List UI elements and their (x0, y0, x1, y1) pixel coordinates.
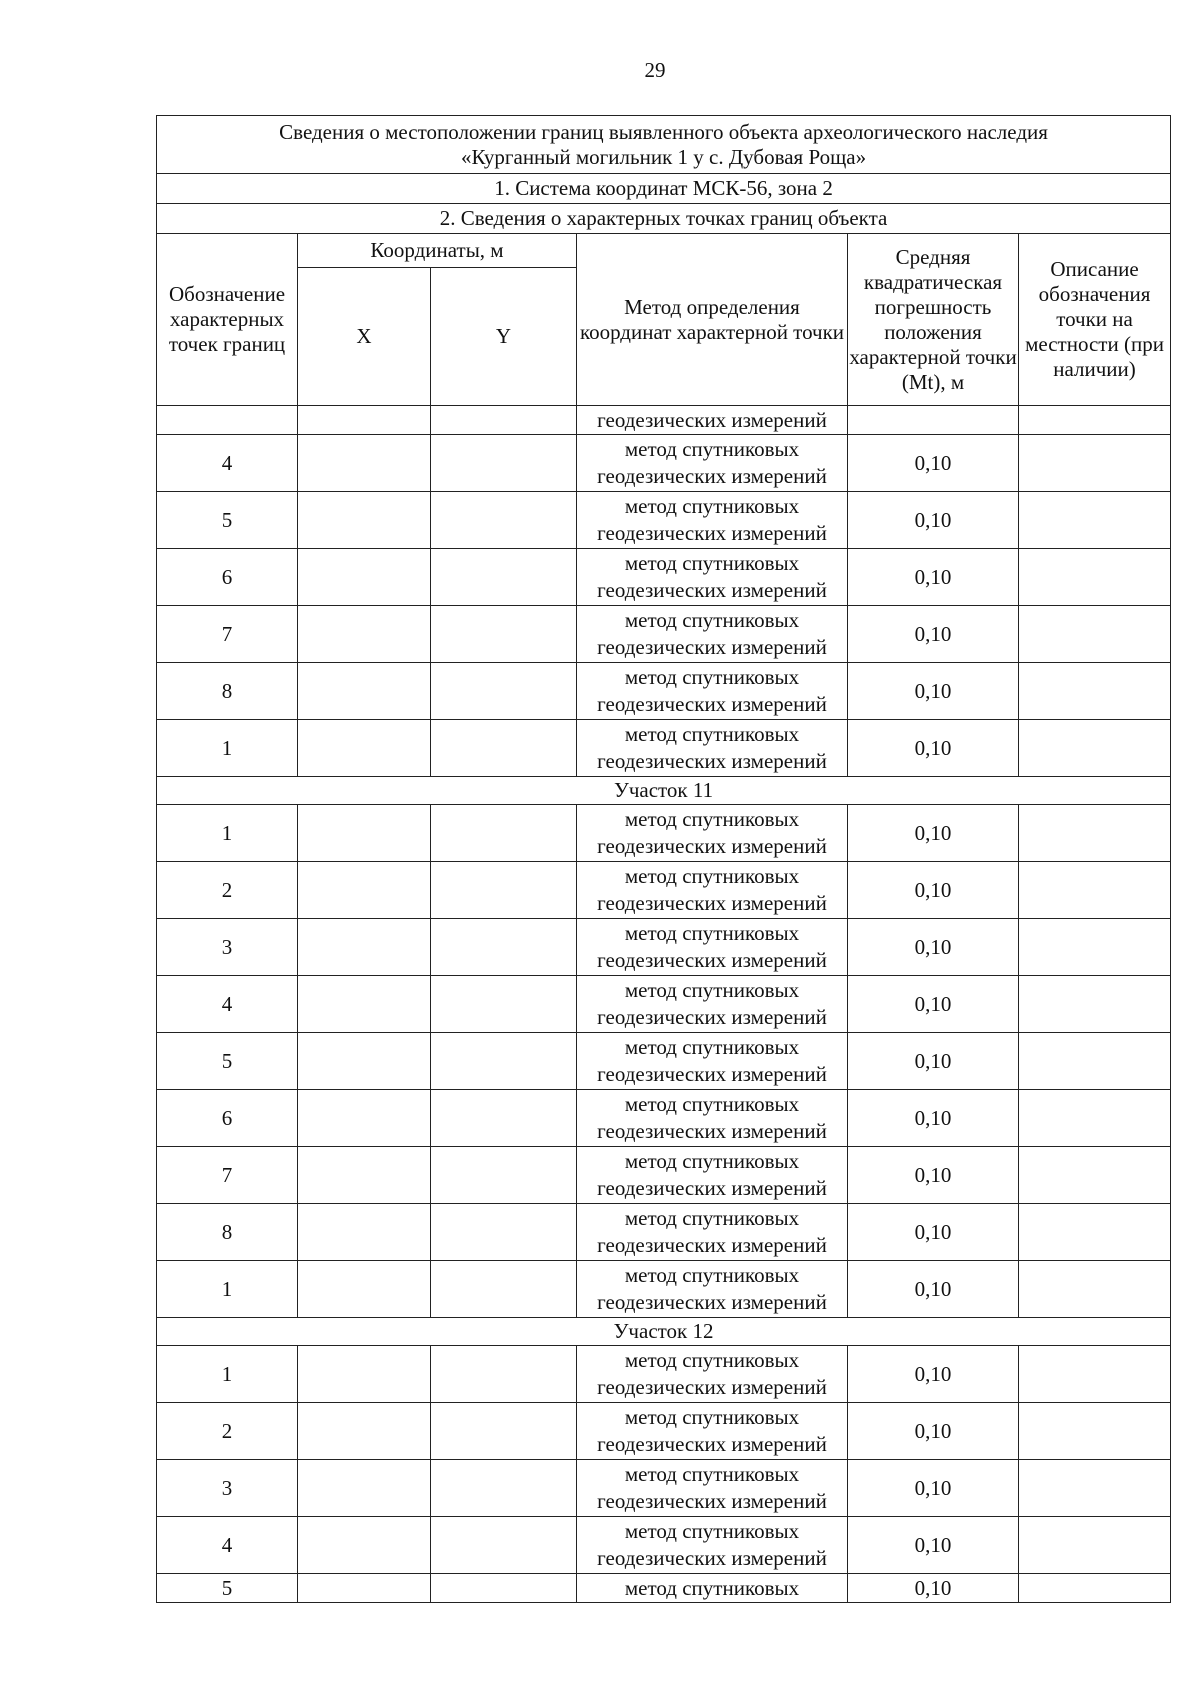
description-cell (1019, 1261, 1171, 1318)
point-number: 4 (157, 435, 298, 492)
method-line-2: геодезических измерений (597, 1432, 827, 1456)
method-line-1: метод спутниковых (624, 921, 800, 945)
y-cell (431, 1517, 577, 1574)
method-cell (577, 1403, 848, 1460)
title-line-1: Сведения о местоположении границ выявленного объекта археологического наследия (279, 119, 1048, 144)
x-cell (298, 1574, 431, 1603)
x-cell (298, 435, 431, 492)
method-line-2: геодезических измерений (597, 1119, 827, 1143)
description-cell (1019, 862, 1171, 919)
description-cell (1019, 1033, 1171, 1090)
x-cell (298, 1346, 431, 1403)
table-row (157, 606, 1171, 663)
error-value: 0,10 (848, 1574, 1019, 1603)
error-value: 0,10 (848, 976, 1019, 1033)
error-value: 0,10 (848, 1090, 1019, 1147)
error-value: 0,10 (848, 1147, 1019, 1204)
x-cell (298, 1204, 431, 1261)
point-number: 4 (157, 976, 298, 1033)
table-row (157, 1033, 1171, 1090)
table-row (157, 492, 1171, 549)
method-cell (577, 862, 848, 919)
method-line-2: геодезических измерений (597, 1062, 827, 1086)
y-cell (431, 805, 577, 862)
method-cell (577, 1460, 848, 1517)
point-number: 5 (157, 492, 298, 549)
table-row (157, 1403, 1171, 1460)
method-line-2: геодезических измерений (597, 1546, 827, 1570)
description-cell (1019, 919, 1171, 976)
section-row (157, 1318, 1171, 1346)
point-number: 5 (157, 1574, 298, 1603)
method-cell (577, 919, 848, 976)
x-cell (298, 805, 431, 862)
table-row (157, 1204, 1171, 1261)
error-value: 0,10 (848, 1346, 1019, 1403)
point-number: 3 (157, 1460, 298, 1517)
x-cell (298, 1147, 431, 1204)
description-cell (1019, 492, 1171, 549)
header-coordinates: Координаты, м (298, 234, 577, 268)
y-cell (431, 663, 577, 720)
method-cell (577, 492, 848, 549)
error-value: 0,10 (848, 720, 1019, 777)
x-cell (298, 549, 431, 606)
point-number: 7 (157, 606, 298, 663)
coordinate-system: 1. Система координат МСК-56, зона 2 (157, 174, 1171, 204)
points-section-header: 2. Сведения о характерных точках границ объекта (157, 204, 1171, 234)
y-cell (431, 720, 577, 777)
error-value: 0,10 (848, 1460, 1019, 1517)
description-cell (1019, 663, 1171, 720)
method-line-1: метод спутниковых (624, 1348, 800, 1372)
point-number: 1 (157, 720, 298, 777)
x-cell (298, 663, 431, 720)
table-row (157, 1574, 1171, 1603)
method-cell (577, 663, 848, 720)
header-error: Средняя квадратическая погрешность положения характерной точки (Mt), м (848, 234, 1019, 406)
x-cell (298, 976, 431, 1033)
point-number: 4 (157, 1517, 298, 1574)
continuation-error-cell (848, 406, 1019, 435)
method-line-2: геодезических измерений (597, 1375, 827, 1399)
point-number: 2 (157, 862, 298, 919)
description-cell (1019, 606, 1171, 663)
method-line-1: метод спутниковых (624, 864, 800, 888)
description-cell (1019, 1574, 1171, 1603)
method-line-2: геодезических измерений (597, 1489, 827, 1513)
error-value: 0,10 (848, 1033, 1019, 1090)
method-line-2: геодезических измерений (597, 749, 827, 773)
method-line-2: геодезических измерений (597, 948, 827, 972)
point-number: 7 (157, 1147, 298, 1204)
method-line-1: метод спутниковых (624, 978, 800, 1002)
method-cell (577, 435, 848, 492)
y-cell (431, 492, 577, 549)
x-cell (298, 492, 431, 549)
table-row (157, 862, 1171, 919)
method-cell (577, 1346, 848, 1403)
x-cell (298, 862, 431, 919)
table-title (157, 116, 1171, 174)
error-value: 0,10 (848, 549, 1019, 606)
method-cell (577, 720, 848, 777)
method-line-1: метод спутниковых (624, 1149, 800, 1173)
method-line-1: метод спутниковых (624, 1405, 800, 1429)
method-cell (577, 1090, 848, 1147)
header-y: Y (431, 268, 577, 406)
method-line-2: геодезических измерений (597, 521, 827, 545)
method-line-2: геодезических измерений (597, 578, 827, 602)
x-cell (298, 720, 431, 777)
description-cell (1019, 1517, 1171, 1574)
description-cell (1019, 720, 1171, 777)
method-line-2: геодезических измерений (597, 464, 827, 488)
description-cell (1019, 1090, 1171, 1147)
continuation-point-cell (157, 406, 298, 435)
continuation-y-cell (431, 406, 577, 435)
y-cell (431, 1090, 577, 1147)
method-cell (577, 1147, 848, 1204)
table-row (157, 720, 1171, 777)
method-line-2: геодезических измерений (597, 635, 827, 659)
point-number: 6 (157, 1090, 298, 1147)
boundary-points-table (156, 115, 1171, 1603)
table-row (157, 663, 1171, 720)
x-cell (298, 1403, 431, 1460)
method-line-1: метод спутниковых (624, 437, 800, 461)
method-cell (577, 549, 848, 606)
point-number: 8 (157, 1204, 298, 1261)
x-cell (298, 1517, 431, 1574)
point-number: 1 (157, 805, 298, 862)
x-cell (298, 1033, 431, 1090)
y-cell (431, 1147, 577, 1204)
method-line-1: метод спутниковых (624, 608, 800, 632)
method-line-1: метод спутниковых (624, 722, 800, 746)
method-line-2: геодезических измерений (597, 1005, 827, 1029)
method-cell (577, 606, 848, 663)
description-cell (1019, 435, 1171, 492)
method-line-2: геодезических измерений (597, 834, 827, 858)
y-cell (431, 1460, 577, 1517)
error-value: 0,10 (848, 805, 1019, 862)
section-label: Участок 11 (157, 777, 1171, 805)
page-number: 29 (644, 58, 666, 82)
continuation-description-cell (1019, 406, 1171, 435)
error-value: 0,10 (848, 435, 1019, 492)
table-row (157, 1517, 1171, 1574)
point-number: 2 (157, 1403, 298, 1460)
method-line-2: геодезических измерений (597, 891, 827, 915)
y-cell (431, 435, 577, 492)
description-cell (1019, 1204, 1171, 1261)
title-line-2: «Курганный могильник 1 у с. Дубовая Роща» (460, 144, 867, 169)
point-number: 1 (157, 1261, 298, 1318)
error-value: 0,10 (848, 1204, 1019, 1261)
table-row (157, 1460, 1171, 1517)
method-line-1: метод спутниковых (624, 1092, 800, 1116)
method-cell: метод спутниковых (577, 1574, 848, 1603)
table-row (157, 1090, 1171, 1147)
method-line-1: метод спутниковых (624, 1263, 800, 1287)
table-row (157, 435, 1171, 492)
point-number: 8 (157, 663, 298, 720)
description-cell (1019, 1460, 1171, 1517)
table-row (157, 1261, 1171, 1318)
table-row (157, 1346, 1171, 1403)
error-value: 0,10 (848, 862, 1019, 919)
description-cell (1019, 1147, 1171, 1204)
y-cell (431, 1261, 577, 1318)
method-line-1: метод спутниковых (624, 665, 800, 689)
description-cell (1019, 1346, 1171, 1403)
y-cell (431, 919, 577, 976)
table-row (157, 805, 1171, 862)
y-cell (431, 1346, 577, 1403)
method-cell (577, 976, 848, 1033)
y-cell (431, 1574, 577, 1603)
header-x: X (298, 268, 431, 406)
error-value: 0,10 (848, 1403, 1019, 1460)
method-line-1: метод спутниковых (624, 1519, 800, 1543)
method-cell (577, 805, 848, 862)
section-label: Участок 12 (157, 1318, 1171, 1346)
header-method: Метод определения координат характерной точки (577, 234, 848, 406)
y-cell (431, 862, 577, 919)
method-cell (577, 1033, 848, 1090)
error-value: 0,10 (848, 1517, 1019, 1574)
error-value: 0,10 (848, 1261, 1019, 1318)
error-value: 0,10 (848, 606, 1019, 663)
x-cell (298, 1090, 431, 1147)
x-cell (298, 919, 431, 976)
method-line-2: геодезических измерений (597, 1290, 827, 1314)
method-line-1: метод спутниковых (624, 551, 800, 575)
y-cell (431, 549, 577, 606)
method-line-1: метод спутниковых (624, 807, 800, 831)
point-number: 1 (157, 1346, 298, 1403)
y-cell (431, 606, 577, 663)
y-cell (431, 1403, 577, 1460)
description-cell (1019, 805, 1171, 862)
table-row (157, 1147, 1171, 1204)
method-cell (577, 1261, 848, 1318)
table-row (157, 549, 1171, 606)
error-value: 0,10 (848, 919, 1019, 976)
method-line-1: метод спутниковых (624, 1206, 800, 1230)
method-cell (577, 1204, 848, 1261)
continuation-x-cell (298, 406, 431, 435)
table-row (157, 919, 1171, 976)
error-value: 0,10 (848, 492, 1019, 549)
description-cell (1019, 549, 1171, 606)
x-cell (298, 606, 431, 663)
method-line-1: метод спутниковых (624, 1462, 800, 1486)
method-cell (577, 1517, 848, 1574)
description-cell (1019, 1403, 1171, 1460)
point-number: 6 (157, 549, 298, 606)
continuation-method: геодезических измерений (577, 406, 848, 435)
method-line-1: метод спутниковых (624, 494, 800, 518)
table-row (157, 976, 1171, 1033)
x-cell (298, 1460, 431, 1517)
description-cell (1019, 976, 1171, 1033)
point-number: 3 (157, 919, 298, 976)
method-line-2: геодезических измерений (597, 1176, 827, 1200)
section-row (157, 777, 1171, 805)
method-line-1: метод спутниковых (624, 1035, 800, 1059)
y-cell (431, 1204, 577, 1261)
error-value: 0,10 (848, 663, 1019, 720)
method-line-2: геодезических измерений (597, 692, 827, 716)
header-description: Описание обозначения точки на местности (при наличии) (1019, 234, 1171, 406)
method-line-2: геодезических измерений (597, 1233, 827, 1257)
header-designation: Обозначение характерных точек границ (157, 234, 298, 406)
point-number: 5 (157, 1033, 298, 1090)
y-cell (431, 1033, 577, 1090)
x-cell (298, 1261, 431, 1318)
y-cell (431, 976, 577, 1033)
